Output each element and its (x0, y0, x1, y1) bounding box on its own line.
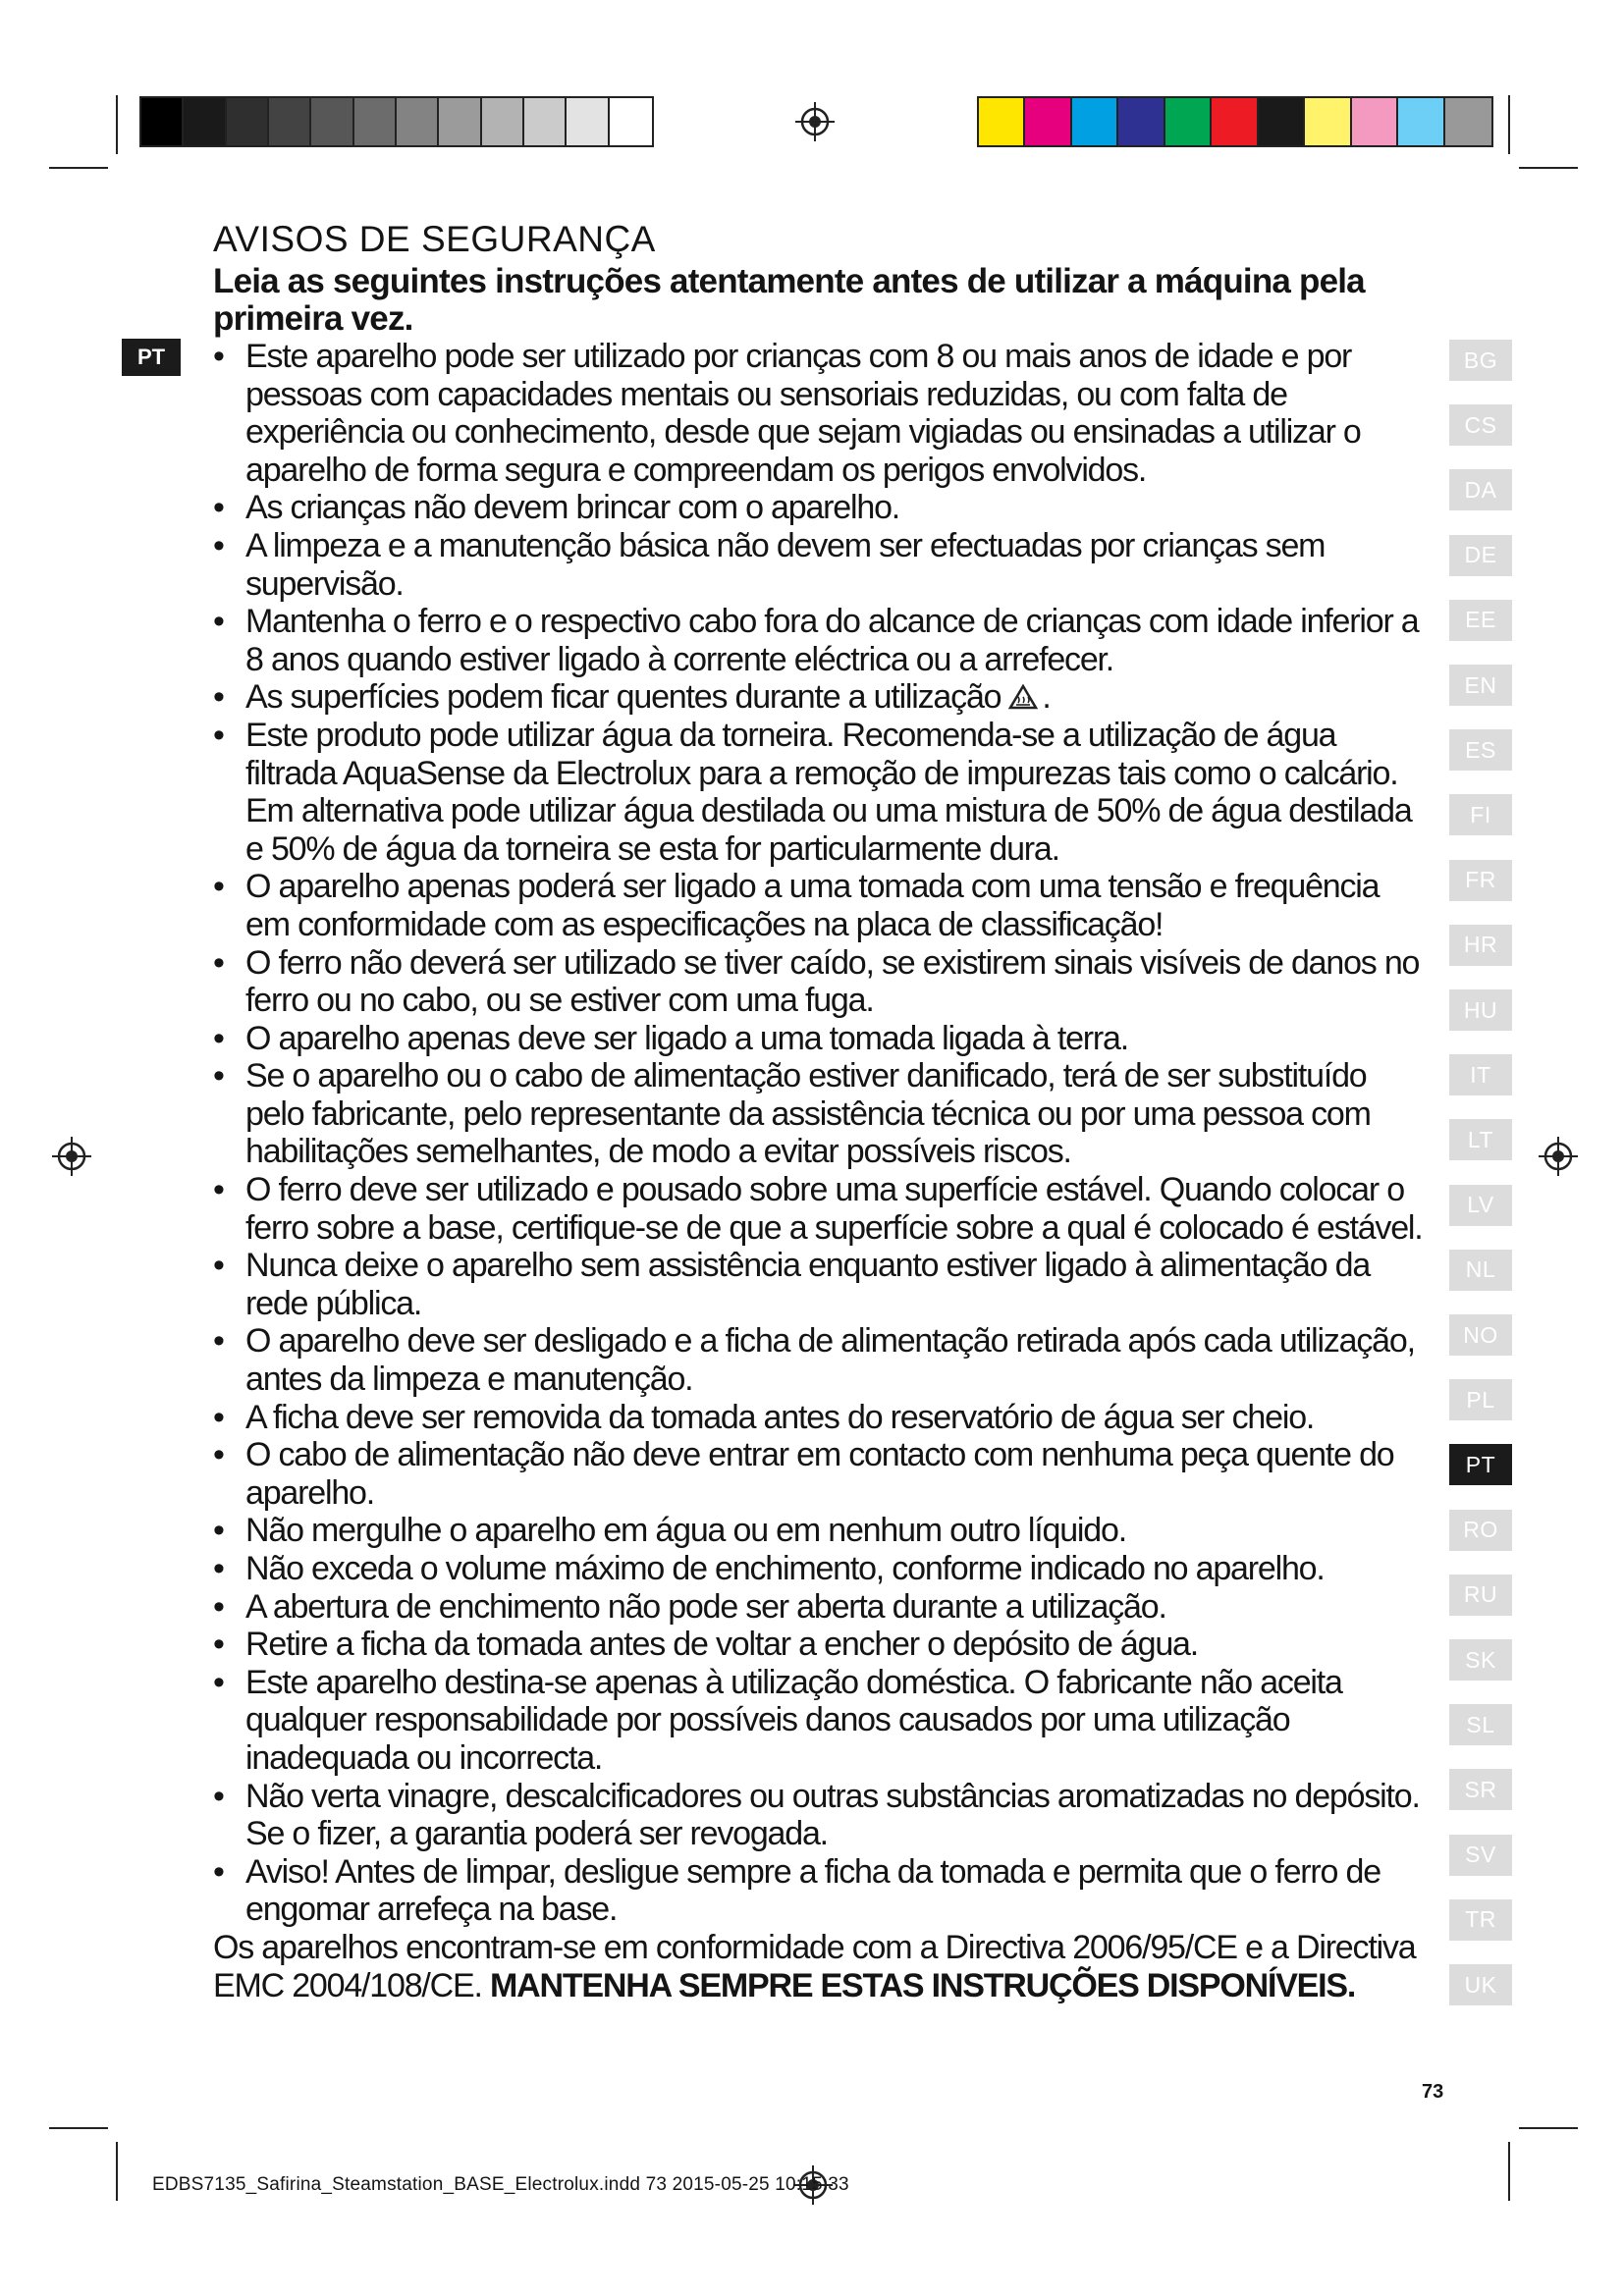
warning-item: • A limpeza e a manutenção básica não devem ser efectuadas por crianças sem supervisão. (213, 527, 1431, 603)
warning-item: • Não verta vinagre, descalcificadores ou outras substâncias aromatizadas no depósito. Se o fizer, a garantia poderá ser revogada. (213, 1778, 1431, 1853)
warning-item: • Este produto pode utilizar água da torneira. Recomenda-se a utilização de água filtrada AquaSense da Electrolux para a remoção de impurezas tais como o calcário. Em alternativa pode utilizar água destilada ou uma mistura de 50% de água destilada e 50% de água da torneira se esta for particularmente dura. (213, 717, 1431, 868)
language-tab-ee[interactable]: EE (1449, 600, 1512, 641)
language-tab-no[interactable]: NO (1449, 1314, 1512, 1356)
color-swatch (311, 98, 353, 145)
language-tab-en[interactable]: EN (1449, 665, 1512, 706)
color-swatch (524, 98, 567, 145)
color-swatch (1305, 98, 1351, 145)
warning-item: • O ferro deve ser utilizado e pousado sobre uma superfície estável. Quando colocar o ferro sobre a base, certifique-se de que a superfície sobre a qual é colocado é estável. (213, 1171, 1431, 1247)
warning-item: • O aparelho apenas deve ser ligado a uma tomada ligada à terra. (213, 1020, 1431, 1058)
language-tab-ro[interactable]: RO (1449, 1510, 1512, 1551)
warning-item: • Se o aparelho ou o cabo de alimentação estiver danificado, terá de ser substituído pelo fabricante, pelo representante da assistência técnica ou por uma pessoa com habilitações semelhantes, de modo a evitar possíveis riscos. (213, 1057, 1431, 1171)
language-tab-pt[interactable]: PT (1449, 1444, 1512, 1485)
language-tab-sl[interactable]: SL (1449, 1704, 1512, 1745)
page-title: AVISOS DE SEGURANÇA (213, 219, 656, 259)
color-swatch (439, 98, 481, 145)
language-tab-hu[interactable]: HU (1449, 989, 1512, 1031)
language-tab-pl[interactable]: PL (1449, 1379, 1512, 1420)
crop-mark-top-right-horizontal (1519, 167, 1578, 169)
warning-item: • As superfícies podem ficar quentes durante a utilização . (213, 678, 1431, 717)
warning-list (213, 338, 1431, 1929)
safety-warnings-section (213, 218, 1431, 2004)
closing-text: Os aparelhos encontram-se em conformidade com a Directiva 2006/95/CE e a Directiva EMC 2004/108/CE. (213, 1928, 1416, 2004)
language-tab-nl[interactable]: NL (1449, 1250, 1512, 1291)
warning-item: • O ferro não deverá ser utilizado se tiver caído, se existirem sinais visíveis de danos no ferro ou no cabo, ou se estiver com uma fuga. (213, 944, 1431, 1020)
language-tab-uk[interactable]: UK (1449, 1964, 1512, 2005)
language-tab-cs[interactable]: CS (1449, 404, 1512, 446)
crop-mark-bottom-left-vertical (116, 2142, 118, 2201)
warning-item: • Não exceda o volume máximo de enchimento, conforme indicado no aparelho. (213, 1550, 1431, 1588)
closing-paragraph (213, 1929, 1431, 2004)
registration-mark-icon (795, 102, 835, 141)
process-color-bar (977, 96, 1493, 147)
color-swatch (1212, 98, 1258, 145)
language-tab-lv[interactable]: LV (1449, 1185, 1512, 1226)
warning-item: • A abertura de enchimento não pode ser aberta durante a utilização. (213, 1588, 1431, 1627)
color-swatch (1445, 98, 1491, 145)
warning-item: • Aviso! Antes de limpar, desligue sempre a ficha da tomada e permita que o ferro de engomar arrefeça na base. (213, 1853, 1431, 1929)
warning-item: • Não mergulhe o aparelho em água ou em nenhum outro líquido. (213, 1512, 1431, 1550)
color-swatch (610, 98, 652, 145)
color-swatch (1025, 98, 1071, 145)
language-tab-sr[interactable]: SR (1449, 1769, 1512, 1810)
language-tab-hr[interactable]: HR (1449, 925, 1512, 966)
warning-item: • O aparelho deve ser desligado e a ficha de alimentação retirada após cada utilização, antes da limpeza e manutenção. (213, 1322, 1431, 1398)
language-tab-it[interactable]: IT (1449, 1054, 1512, 1095)
page-number: 73 (1422, 2081, 1444, 2103)
color-swatch (979, 98, 1025, 145)
language-tab-fi[interactable]: FI (1449, 794, 1512, 835)
warning-item: • Este aparelho destina-se apenas à utilização doméstica. O fabricante não aceita qualquer responsabilidade por possíveis danos causados por uma utilização inadequada ou incorrecta. (213, 1664, 1431, 1778)
color-swatch (354, 98, 397, 145)
warning-item: • Este aparelho pode ser utilizado por crianças com 8 ou mais anos de idade e por pessoas com capacidades mentais ou sensoriais reduzidas, ou com falta de experiência ou conhecimento, desde que sejam vigiadas ou ensinadas a utilizar o aparelho de forma segura e compreendam os perigos envolvidos. (213, 338, 1431, 489)
color-swatch (1072, 98, 1118, 145)
crop-mark-bottom-right-horizontal (1519, 2127, 1578, 2129)
warning-item: • Retire a ficha da tomada antes de voltar a encher o depósito de água. (213, 1626, 1431, 1664)
color-swatch (1352, 98, 1398, 145)
color-swatch (269, 98, 311, 145)
crop-mark-bottom-right-vertical (1508, 2142, 1510, 2201)
color-swatch (1165, 98, 1212, 145)
warning-item: • O cabo de alimentação não deve entrar em contacto com nenhuma peça quente do aparelho. (213, 1436, 1431, 1512)
color-swatch (482, 98, 524, 145)
language-tab-tr[interactable]: TR (1449, 1899, 1512, 1941)
language-tab-da[interactable]: DA (1449, 469, 1512, 510)
color-swatch (1259, 98, 1305, 145)
crop-mark-top-left-horizontal (49, 167, 108, 169)
language-tab-left: PT (122, 339, 181, 376)
warning-item: • Nunca deixe o aparelho sem assistência enquanto estiver ligado à alimentação da rede pública. (213, 1247, 1431, 1322)
print-slug: EDBS7135_Safirina_Steamstation_BASE_Electrolux.indd 73 2015-05-25 10:15:33 (152, 2174, 849, 2195)
warning-item: • Mantenha o ferro e o respectivo cabo fora do alcance de crianças com idade inferior a 8 anos quando estiver ligado à corrente eléctrica ou a arrefecer. (213, 603, 1431, 678)
warning-item: • A ficha deve ser removida da tomada antes do reservatório de água ser cheio. (213, 1399, 1431, 1437)
crop-mark-top-right-vertical (1508, 95, 1510, 154)
color-swatch (184, 98, 226, 145)
closing-emphasis: MANTENHA SEMPRE ESTAS INSTRUÇÕES DISPONÍVEIS. (490, 1966, 1356, 2004)
registration-mark-icon (1539, 1137, 1578, 1176)
crop-mark-top-left-vertical (116, 95, 118, 154)
language-tab-de[interactable]: DE (1449, 535, 1512, 576)
registration-mark-icon (52, 1137, 91, 1176)
language-tab-bg[interactable]: BG (1449, 340, 1512, 381)
warning-item: • O aparelho apenas poderá ser ligado a uma tomada com uma tensão e frequência em conformidade com as especificações na placa de classificação! (213, 868, 1431, 943)
language-tab-sk[interactable]: SK (1449, 1639, 1512, 1681)
color-swatch (141, 98, 184, 145)
color-swatch (1118, 98, 1164, 145)
language-tab-sv[interactable]: SV (1449, 1835, 1512, 1876)
grayscale-color-bar (139, 96, 654, 147)
language-tab-ru[interactable]: RU (1449, 1575, 1512, 1616)
color-swatch (1398, 98, 1444, 145)
warning-item: • As crianças não devem brincar com o aparelho. (213, 489, 1431, 527)
color-swatch (227, 98, 269, 145)
language-tab-fr[interactable]: FR (1449, 860, 1512, 901)
language-tab-es[interactable]: ES (1449, 729, 1512, 771)
crop-mark-bottom-left-horizontal (49, 2127, 108, 2129)
warning-hot-surface-icon (1008, 684, 1038, 710)
intro-text: Leia as seguintes instruções atentamente antes de utilizar a máquina pela primeira vez. (213, 262, 1365, 338)
color-swatch (567, 98, 609, 145)
language-tab-lt[interactable]: LT (1449, 1119, 1512, 1160)
color-swatch (397, 98, 439, 145)
